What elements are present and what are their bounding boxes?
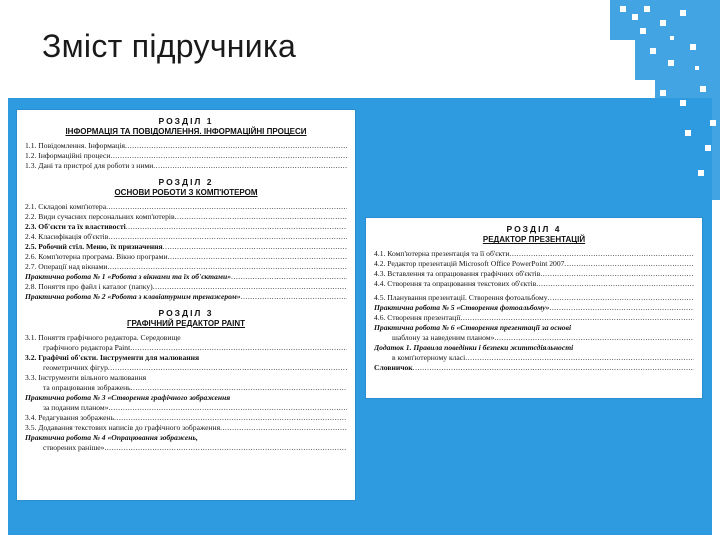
section-title: ІНФОРМАЦІЯ ТА ПОВІДОМЛЕННЯ. ІНФОРМАЦІЙНІ ПРОЦЕСИ bbox=[65, 127, 307, 137]
toc-page-right bbox=[366, 218, 702, 398]
toc-list bbox=[25, 202, 347, 302]
toc-item: 1.2. Інформаційні процеси ..... bbox=[25, 151, 347, 161]
toc-item: 2.6. Комп'ютерна програма. Вікно програми ..... bbox=[25, 252, 347, 262]
toc-item: 4.2. Редактор презентацій Microsoft Office PowerPoint 2007 ..... bbox=[374, 259, 694, 269]
toc-item: 4.6. Створення презентації ..... bbox=[374, 313, 694, 323]
section-number: РОЗДІЛ 1 bbox=[158, 116, 214, 126]
toc-item: 2.3. Об'єкти та їх властивості ..... bbox=[25, 222, 347, 232]
toc-item: 2.5. Робочий стіл. Меню, їх призначення ..... bbox=[25, 242, 347, 252]
toc-item: створених раніше» ..... bbox=[25, 443, 347, 453]
toc-item: та опрацювання зображень ..... bbox=[25, 383, 347, 393]
section-title: ГРАФІЧНИЙ РЕДАКТОР PAINT bbox=[126, 318, 246, 328]
toc-item: 3.5. Додавання текстових написів до графічного зображення ..... bbox=[25, 423, 347, 433]
toc-item: 2.8. Поняття про файл і каталог (папку) ..... bbox=[25, 282, 347, 292]
section-number: РОЗДІЛ 3 bbox=[158, 307, 214, 318]
toc-item: 2.2. Види сучасних персональних комп'ютерів ..... bbox=[25, 212, 347, 222]
toc-item: Практична робота № 5 «Створення фотоальбому» ..... bbox=[374, 303, 694, 313]
toc-item: Практична робота № 3 «Створення графічного зображення bbox=[25, 392, 231, 402]
toc-item: 4.1. Комп'ютерна презентація та її об'єкти ..... bbox=[374, 249, 694, 259]
toc-item: Додаток 1. Правила поведінки і безпеки життєдіяльності bbox=[374, 342, 574, 352]
section-number: РОЗДІЛ 4 bbox=[506, 224, 562, 234]
pixel-decoration bbox=[540, 0, 720, 200]
toc-item: 3.4. Редагування зображень ..... bbox=[25, 413, 347, 423]
section-title: ОСНОВИ РОБОТИ З КОМП'ЮТЕРОМ bbox=[114, 188, 258, 198]
toc-item: графічного редактора Paint ..... bbox=[25, 343, 347, 353]
toc-item: 2.4. Класифікація об'єктів ..... bbox=[25, 232, 347, 242]
toc-item: Практична робота № 6 «Створення презентації за основі bbox=[374, 322, 572, 332]
toc-item: 4.4. Створення та опрацювання текстових об'єктів ..... bbox=[374, 279, 694, 289]
toc-item: Словничок ..... bbox=[374, 363, 694, 373]
toc-item: 3.1. Поняття графічного редактора. Середовище bbox=[25, 332, 181, 342]
section-title: РЕДАКТОР ПРЕЗЕНТАЦІЙ bbox=[482, 235, 586, 245]
toc-item: шаблону за наведеним планом» ..... bbox=[374, 333, 694, 343]
toc-page-left bbox=[17, 110, 355, 500]
toc-item: геометричних фігур ..... bbox=[25, 363, 347, 373]
toc-item: 4.5. Планування презентації. Створення фотоальбому ..... bbox=[374, 293, 694, 303]
toc-item: 3.2. Графічні об'єкти. Інструменти для малювання bbox=[25, 352, 200, 362]
toc-item: в комп'ютерному класі ..... bbox=[374, 353, 694, 363]
toc-item: Практична робота № 4 «Опрацювання зображень, bbox=[25, 432, 198, 442]
toc-item: Практична робота № 1 «Робота з вікнами та їх об'єктами» ..... bbox=[25, 272, 347, 282]
toc-item: за поданим планом» ..... bbox=[25, 403, 347, 413]
toc-item: 4.3. Вставлення та опрацювання графічних об'єктів ..... bbox=[374, 269, 694, 279]
toc-item: 3.3. Інструменти вільного малювання bbox=[25, 372, 147, 382]
toc-item: 1.1. Повідомлення. Інформація ..... bbox=[25, 141, 347, 151]
section-number: РОЗДІЛ 2 bbox=[158, 176, 214, 187]
toc-item: 2.7. Операції над вікнами ..... bbox=[25, 262, 347, 272]
toc-item: 2.1. Складові комп'ютера ..... bbox=[25, 202, 347, 212]
toc-item: 1.3. Дані та пристрої для роботи з ними ..... bbox=[25, 161, 347, 171]
toc-list bbox=[374, 249, 694, 373]
toc-list bbox=[25, 141, 347, 171]
toc-list bbox=[25, 333, 347, 453]
slide-title: Зміст підручника bbox=[42, 28, 297, 64]
toc-item: Практична робота № 2 «Робота з клавіатурним тренажером» ..... bbox=[25, 292, 347, 302]
